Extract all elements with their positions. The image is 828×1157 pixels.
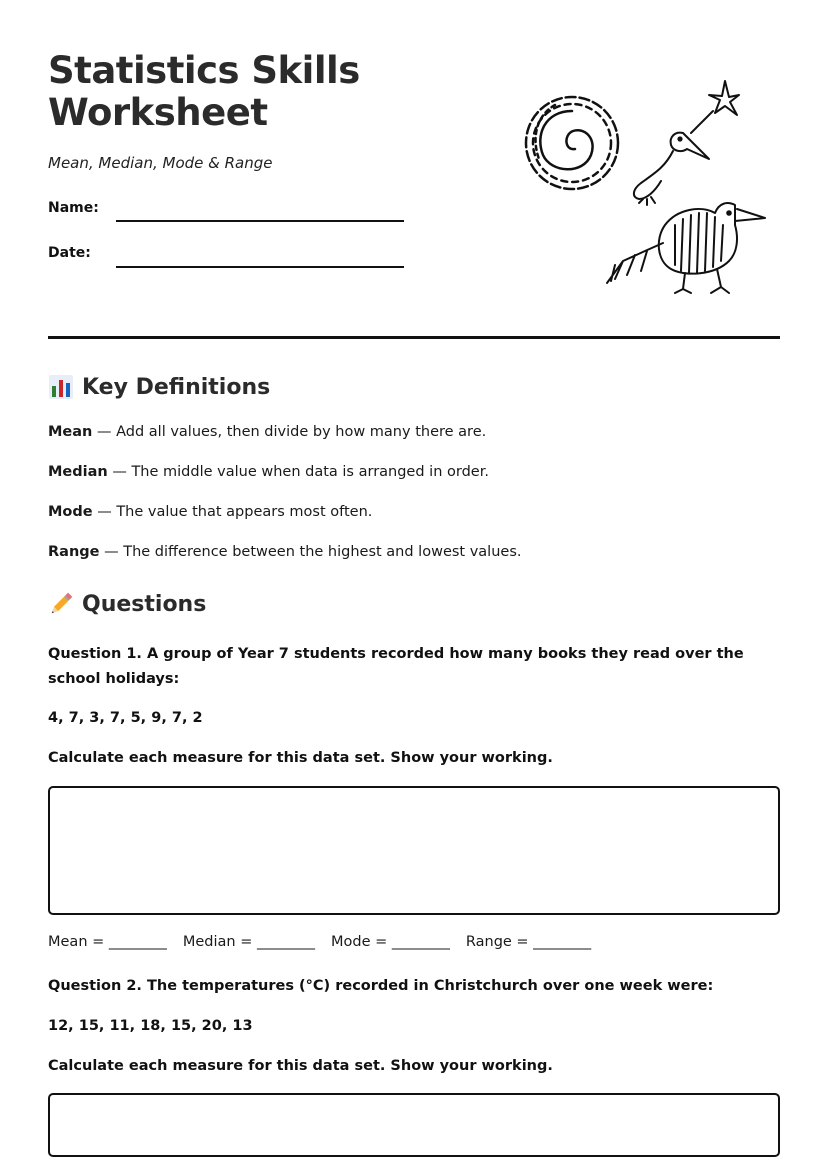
question-2-working-box[interactable] [48,1093,780,1157]
question-1-working-box[interactable] [48,786,780,915]
worksheet-subtitle: Mean, Median, Mode & Range [48,154,273,172]
date-label: Date: [48,245,91,261]
question-1-answers [48,934,591,950]
definition-mode [48,504,372,520]
questions-heading-text: Questions [82,591,207,617]
question-2-prompt: Question 2. The temperatures (°C) recorded in Christchurch over one week were: [48,978,714,994]
title-line-2: Worksheet [48,91,268,134]
question-2-instruction: Calculate each measure for this data set. Show your working. [48,1058,553,1074]
question-1-prompt: Question 1. A group of Year 7 students recorded how many books they read over the school holidays: [48,646,744,687]
definition-range [48,544,521,560]
range-answer[interactable]: Range = ________ [465,934,592,950]
worksheet-title [48,50,360,134]
definition-mean-text: — Add all values, then divide by how many there are. [92,424,487,440]
definition-median [48,464,489,480]
definition-mean [48,424,486,440]
bar-chart-icon [48,374,74,400]
title-line-1: Statistics Skills [48,49,360,92]
definition-median-text: — The middle value when data is arranged in order. [107,464,489,480]
question-2-data: 12, 15, 11, 18, 15, 20, 13 [48,1018,253,1034]
date-field[interactable] [116,266,404,268]
kiwi-bird-icon [607,203,765,293]
definition-range-text: — The difference between the highest and lowest values. [99,544,522,560]
definitions-heading [48,374,270,400]
definitions-heading-text: Key Definitions [82,374,271,400]
question-1-instruction: Calculate each measure for this data set. Show your working. [48,750,553,766]
term-median: Median [48,464,108,480]
mean-answer[interactable]: Mean = ________ [48,934,167,950]
pencil-icon [48,591,74,617]
mode-answer[interactable]: Mode = ________ [330,934,450,950]
term-mean: Mean [48,424,93,440]
question-1-data: 4, 7, 3, 7, 5, 9, 7, 2 [48,710,203,726]
koru-spiral-icon [526,97,618,189]
name-field[interactable] [116,220,404,222]
bird-with-star-icon [634,81,739,205]
decorative-illustration [515,75,775,305]
term-range: Range [48,544,100,560]
median-answer[interactable]: Median = ________ [182,934,315,950]
term-mode: Mode [48,504,93,520]
definition-mode-text: — The value that appears most often. [92,504,373,520]
name-label: Name: [48,200,99,216]
questions-heading [48,591,206,617]
header-divider [48,336,780,339]
